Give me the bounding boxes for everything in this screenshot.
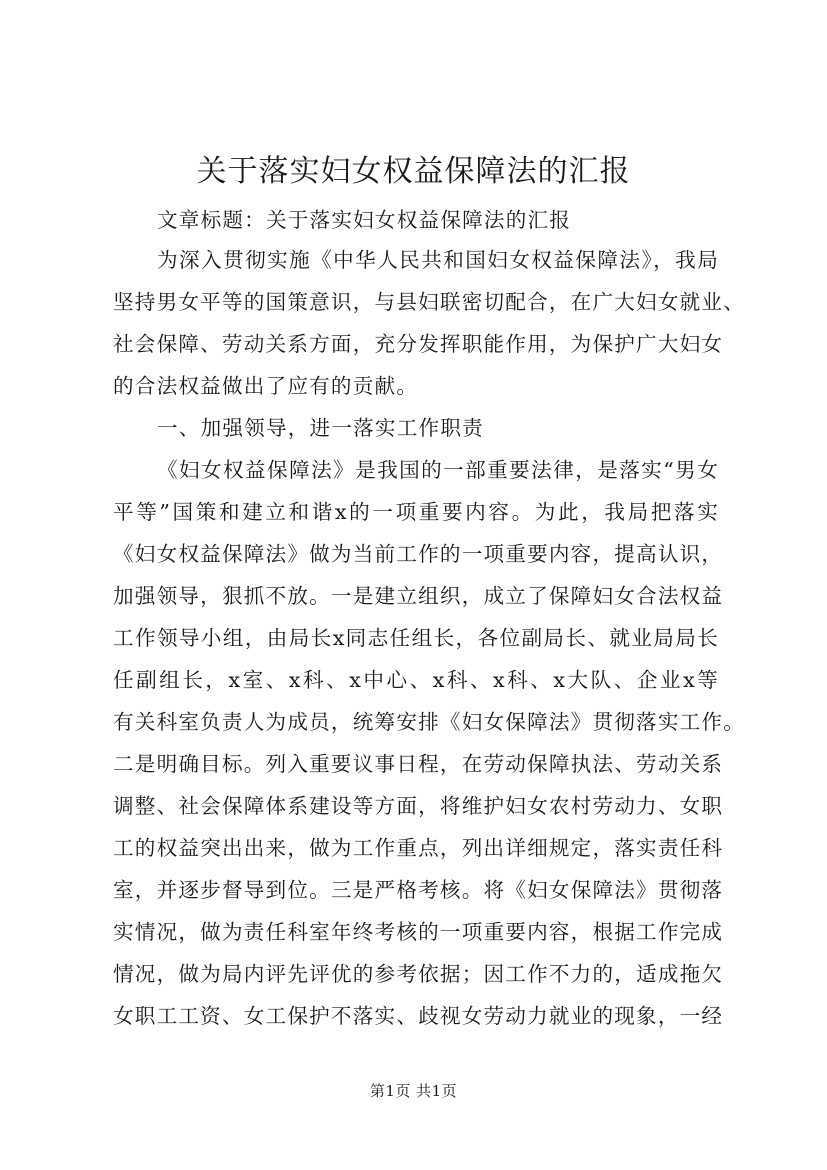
paragraph-line: 的合法权益做出了应有的贡献。	[113, 374, 419, 398]
page-footer: 第1页 共1页	[369, 1082, 458, 1100]
paragraph-line: 女职工工资、女工保护不落实、歧视女劳动力就业的现象，一经	[113, 1004, 724, 1028]
paragraph-line: 工的权益突出出来，做为工作重点，列出详细规定，落实责任科	[113, 836, 724, 860]
paragraph-line: 平等”国策和建立和谐x的一项重要内容。为此，我局把落实	[113, 500, 719, 524]
paragraph-line: 情况，做为局内评先评优的参考依据；因工作不力的，适成拖欠	[113, 962, 724, 986]
paragraph-line: 有关科室负责人为成员，统筹安排《妇女保障法》贯彻落实工作。	[113, 710, 746, 734]
paragraph-line: 为深入贯彻实施《中华人民共和国妇女权益保障法》，我局	[157, 248, 719, 272]
section-heading: 一、加强领导，进一落实工作职责	[157, 416, 484, 440]
paragraph-line: 调整、社会保障体系建设等方面，将维护妇女农村劳动力、女职	[113, 794, 724, 818]
paragraph-line: 《妇女权益保障法》做为当前工作的一项重要内容，提高认识，	[113, 542, 724, 566]
paragraph-line: 加强领导，狠抓不放。一是建立组织，成立了保障妇女合法权益	[113, 584, 724, 608]
paragraph-line: 室，并逐步督导到位。三是严格考核。将《妇女保障法》贯彻落	[113, 878, 724, 902]
article-title-line: 文章标题：关于落实妇女权益保障法的汇报	[157, 208, 572, 232]
paragraph-line: 实情况，做为责任科室年终考核的一项重要内容，根据工作完成	[113, 920, 724, 944]
paragraph-line: 二是明确目标。列入重要议事日程，在劳动保障执法、劳动关系	[113, 752, 724, 776]
paragraph-line: 坚持男女平等的国策意识，与县妇联密切配合，在广大妇女就业、	[113, 290, 746, 314]
paragraph-line: 任副组长，x室、x科、x中心、x科、x科、x大队、企业x等	[113, 668, 719, 692]
paragraph-line: 社会保障、劳动关系方面，充分发挥职能作用，为保护广大妇女	[113, 332, 724, 356]
document-title: 关于落实妇女权益保障法的汇报	[196, 154, 631, 189]
paragraph-line: 工作领导小组，由局长x同志任组长，各位副局长、就业局局长	[113, 626, 719, 650]
paragraph-line: 《妇女权益保障法》是我国的一部重要法律，是落实“男女	[157, 458, 719, 482]
